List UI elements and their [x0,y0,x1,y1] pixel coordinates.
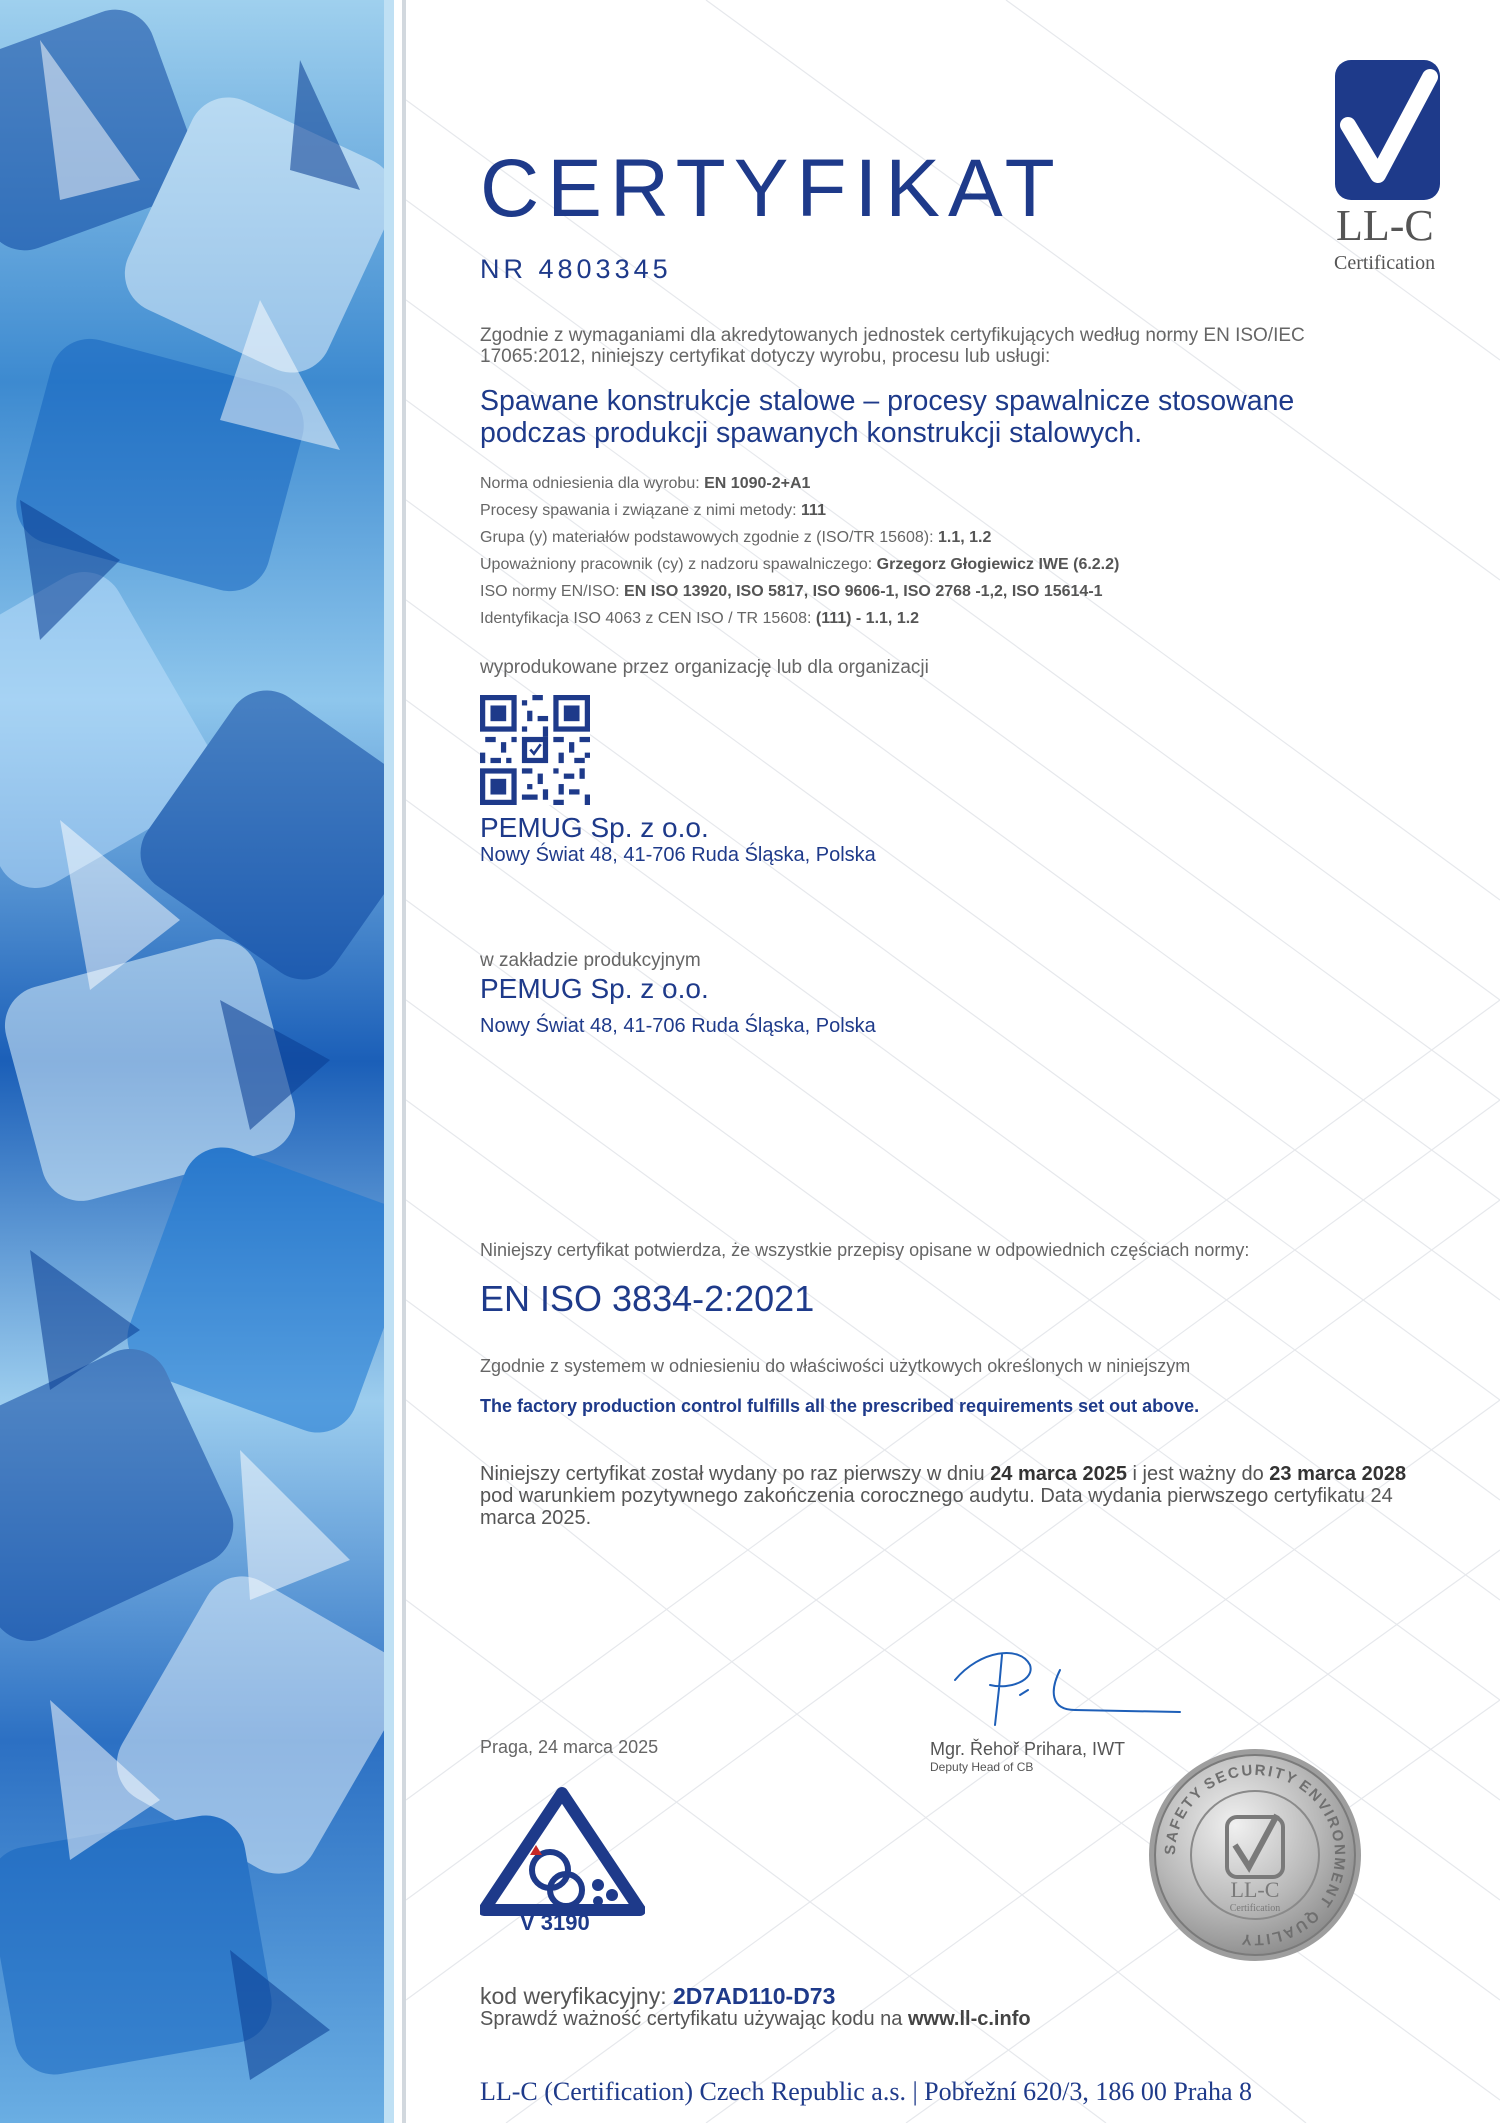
produced-by-label: wyprodukowane przez organizację lub dla organizacji [480,657,929,678]
factory-control-text: The factory production control fulfills all the prescribed requirements set out above. [480,1396,1200,1416]
issuer-footer: LL-C (Certification) Czech Republic a.s. | Pobřežní 620/3, 186 00 Praha 8 [480,2077,1253,2106]
band-stripe [394,0,402,2123]
signer-role: Deputy Head of CB [930,1760,1034,1774]
qr-code-icon[interactable] [480,695,590,805]
spec-value: 111 [801,502,826,519]
stamp-code: V 3190 [520,1910,590,1935]
handwritten-signature [950,1640,1190,1740]
spec-value: (111) - 1.1, 1.2 [815,610,920,627]
intro-text: Zgodnie z wymaganiami dla akredytowanych jednostek certyfikujących według normy EN ISO/IEC 17065:2012, niniejszy certyfikat dotyczy wyrobu, procesu lub usługi: [480,325,1305,367]
product-description: Spawane konstrukcje stalowe – procesy spawalnicze stosowane podczas produkcji spawanych konstrukcji stalowych. [480,385,1295,449]
verification-code: 2D7AD110-D73 [673,1983,836,2009]
check-validity-line: Sprawdź ważność certyfikatu używając kodu na www.ll-c.info [480,2008,1031,2030]
spec-value: 1.1, 1.2 [937,529,992,546]
spec-row: Upoważniony pracownik (cy) z nadzoru spawalniczego: Grzegorz Głogiewicz IWE (6.2.2) [480,556,1120,573]
plant-name: PEMUG Sp. z o.o. [480,973,709,1004]
standard-name: EN ISO 3834-2:2021 [480,1278,815,1319]
verification-line: kod weryfikacyjny: 2D7AD110-D73 [480,1983,836,2009]
manufacturer-address: Nowy Świat 48, 41-706 Ruda Śląska, Polska [480,844,876,866]
spec-row: Procesy spawania i związane z nimi metody: 111 [480,502,826,519]
seal-center-text: LL-C [1230,1877,1280,1902]
certificate-title: CERTYFIKAT [480,143,1063,234]
plant-address: Nowy Świat 48, 41-706 Ruda Śląska, Polska [480,1015,876,1037]
spec-list [480,470,1380,632]
decorative-blue-band [0,0,384,2123]
seal-sub-text: Certification [1229,1903,1281,1914]
spec-value: EN 1090-2+A1 [704,475,811,492]
certificate-number: NR 4803345 [480,254,672,284]
spec-value: EN ISO 13920, ISO 5817, ISO 9606-1, ISO 2768 -1,2, ISO 15614-1 [624,583,1103,600]
seal-word: ENVIRONMENT [1295,1776,1349,1912]
logo-text: LL-C [1336,201,1434,250]
abstract-shapes [0,0,384,2123]
seal-word: QUALITY [1239,1907,1323,1949]
validity-text: Niniejszy certyfikat został wydany po raz pierwszy w dniu 24 marca 2025 i jest ważny do 23 marca 2028 pod warunkiem pozytywnego zakończenia corocznego audytu. Data wydania pierwszego certyfikatu 24 marca 2025. [480,1463,1407,1529]
manufacturer-block [480,812,876,867]
quality-seal-icon [1145,1745,1365,1965]
certificate-body [480,0,1440,2123]
manufacturer-name: PEMUG Sp. z o.o. [480,812,709,843]
band-stripe [384,0,394,2123]
spec-row: Grupa (y) materiałów podstawowych zgodnie z (ISO/TR 15608): 1.1, 1.2 [480,529,992,546]
plant-block [480,973,876,1038]
expiry-date: 23 marca 2028 [1269,1463,1407,1485]
spec-row: Norma odniesienia dla wyrobu: EN 1090-2+A1 [480,475,811,492]
signer-name: Mgr. Řehoř Prihara, IWT [930,1739,1126,1759]
confirmation-text: Niniejszy certyfikat potwierdza, że wszystkie przepisy opisane w odpowiednich częściach normy: [480,1240,1250,1260]
plant-label: w zakładzie produkcyjnym [480,950,701,971]
spec-value: Grzegorz Głogiewicz IWE (6.2.2) [876,556,1120,573]
spec-row: ISO normy EN/ISO: EN ISO 13920, ISO 5817, ISO 9606-1, ISO 2768 -1,2, ISO 15614-1 [480,583,1103,600]
first-issue-date: 24 marca 2025 [990,1463,1127,1485]
verification-url-link[interactable]: www.ll-c.info [907,2008,1031,2030]
place-and-date: Praga, 24 marca 2025 [480,1737,659,1757]
seal-word: SAFETY [1161,1783,1208,1856]
seal-word: SECURITY [1201,1761,1301,1794]
spec-row: Identyfikacja ISO 4063 z CEN ISO / TR 15608: (111) - 1.1, 1.2 [480,610,920,627]
system-text: Zgodnie z systemem w odniesieniu do właściwości użytkowych określonych w niniejszym [480,1356,1191,1376]
logo-subtitle: Certification [1334,252,1436,274]
